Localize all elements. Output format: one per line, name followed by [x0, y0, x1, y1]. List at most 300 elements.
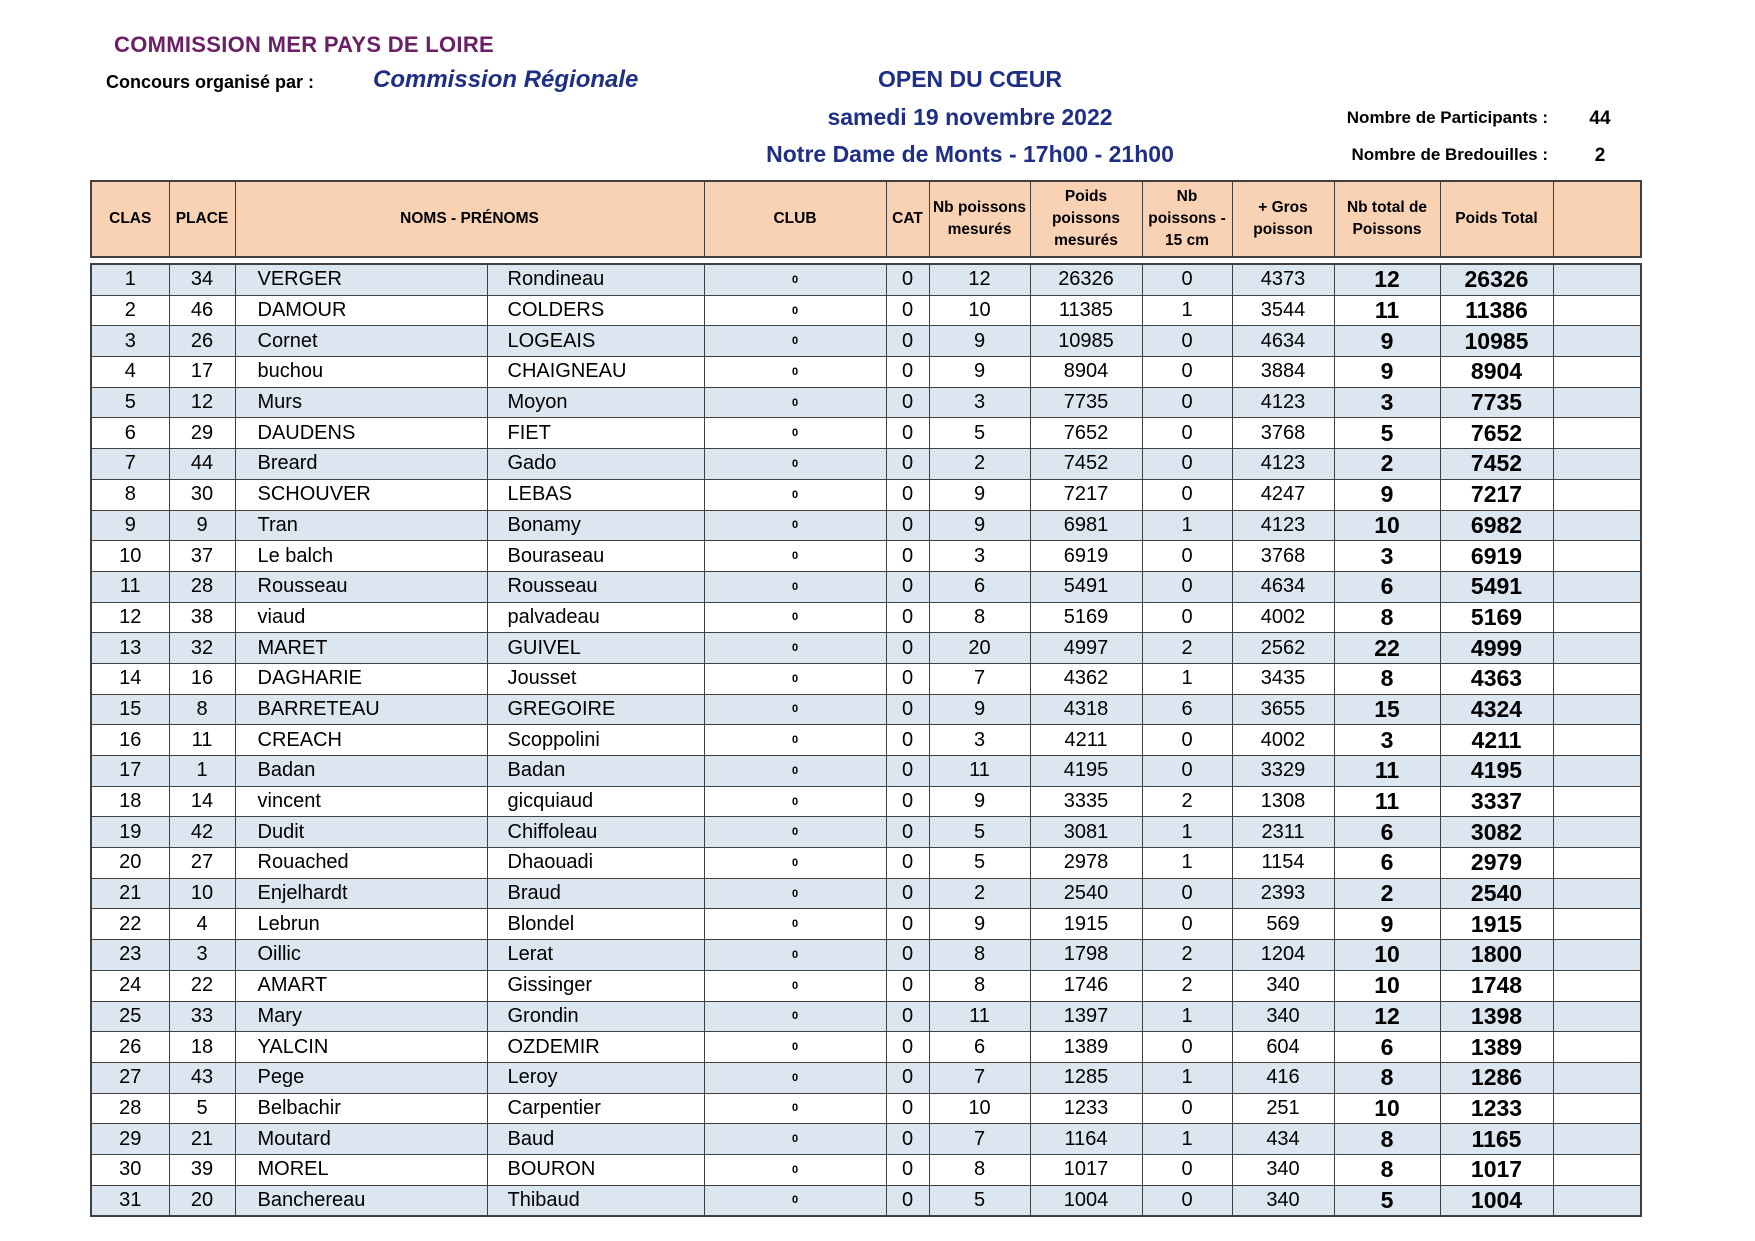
cell-weight-total: 7217: [1440, 479, 1553, 510]
cell-nb-measured: 7: [929, 663, 1030, 694]
cell-weight-total: 1398: [1440, 1001, 1553, 1032]
cell-nom: Pege: [235, 1062, 487, 1093]
table-row: [91, 633, 1641, 664]
cell-cat: 0: [886, 970, 929, 1001]
table-row: [91, 786, 1641, 817]
cell-nb-measured: 6: [929, 1032, 1030, 1063]
cell-cat: 0: [886, 817, 929, 848]
cell-weight-total: 1389: [1440, 1032, 1553, 1063]
cell-cat: 0: [886, 663, 929, 694]
cell-biggest: 1204: [1232, 940, 1334, 971]
col-weight-total: Poids Total: [1440, 181, 1553, 257]
cell-biggest: 340: [1232, 970, 1334, 1001]
cell-clas: 12: [91, 602, 169, 633]
cell-nb-total: 3: [1334, 541, 1440, 572]
cell-nb-measured: 10: [929, 295, 1030, 326]
table-row: [91, 1093, 1641, 1124]
cell-nb-measured: 5: [929, 817, 1030, 848]
cell-nom: VERGER: [235, 264, 487, 295]
cell-club: 0: [704, 1185, 886, 1216]
cell-empty: [1553, 295, 1641, 326]
cell-nb-measured: 3: [929, 541, 1030, 572]
cell-prenom: Moyon: [487, 387, 704, 418]
cell-empty: [1553, 571, 1641, 602]
cell-clas: 21: [91, 878, 169, 909]
cell-place: 4: [169, 909, 235, 940]
cell-nb-measured: 5: [929, 418, 1030, 449]
cell-weight-measured: 3081: [1030, 817, 1142, 848]
cell-nb-measured: 3: [929, 725, 1030, 756]
cell-weight-measured: 1285: [1030, 1062, 1142, 1093]
cell-nb-total: 6: [1334, 817, 1440, 848]
cell-nb-under15: 2: [1142, 970, 1232, 1001]
cell-place: 29: [169, 418, 235, 449]
cell-clas: 15: [91, 694, 169, 725]
cell-nb-under15: 0: [1142, 878, 1232, 909]
cell-empty: [1553, 510, 1641, 541]
cell-nb-measured: 12: [929, 264, 1030, 295]
cell-cat: 0: [886, 1185, 929, 1216]
cell-weight-total: 4324: [1440, 694, 1553, 725]
cell-cat: 0: [886, 418, 929, 449]
cell-nb-total: 8: [1334, 1154, 1440, 1185]
table-row: [91, 817, 1641, 848]
cell-nb-under15: 2: [1142, 633, 1232, 664]
cell-biggest: 4123: [1232, 449, 1334, 480]
cell-weight-total: 1800: [1440, 940, 1553, 971]
cell-nom: Murs: [235, 387, 487, 418]
cell-weight-total: 10985: [1440, 326, 1553, 357]
cell-prenom: Badan: [487, 756, 704, 787]
cell-cat: 0: [886, 878, 929, 909]
cell-nb-total: 9: [1334, 357, 1440, 388]
cell-biggest: 4247: [1232, 479, 1334, 510]
cell-nb-measured: 9: [929, 510, 1030, 541]
cell-biggest: 3768: [1232, 418, 1334, 449]
cell-weight-measured: 2540: [1030, 878, 1142, 909]
cell-nb-under15: 1: [1142, 295, 1232, 326]
cell-club: 0: [704, 1093, 886, 1124]
cell-cat: 0: [886, 848, 929, 879]
cell-clas: 29: [91, 1124, 169, 1155]
cell-weight-measured: 26326: [1030, 264, 1142, 295]
cell-weight-measured: 1389: [1030, 1032, 1142, 1063]
cell-weight-total: 11386: [1440, 295, 1553, 326]
cell-prenom: Rousseau: [487, 571, 704, 602]
cell-weight-total: 2979: [1440, 848, 1553, 879]
cell-biggest: 569: [1232, 909, 1334, 940]
cell-cat: 0: [886, 1124, 929, 1155]
cell-weight-total: 6982: [1440, 510, 1553, 541]
table-row: [91, 878, 1641, 909]
cell-club: 0: [704, 633, 886, 664]
cell-weight-measured: 2978: [1030, 848, 1142, 879]
table-row: [91, 387, 1641, 418]
cell-weight-measured: 7217: [1030, 479, 1142, 510]
cell-nom: Badan: [235, 756, 487, 787]
cell-nb-under15: 1: [1142, 817, 1232, 848]
cell-nom: Cornet: [235, 326, 487, 357]
cell-cat: 0: [886, 1032, 929, 1063]
cell-biggest: 2393: [1232, 878, 1334, 909]
cell-nom: Moutard: [235, 1124, 487, 1155]
cell-place: 44: [169, 449, 235, 480]
cell-nb-measured: 2: [929, 449, 1030, 480]
cell-cat: 0: [886, 264, 929, 295]
cell-biggest: 4373: [1232, 264, 1334, 295]
cell-empty: [1553, 1093, 1641, 1124]
cell-empty: [1553, 326, 1641, 357]
cell-nb-under15: 0: [1142, 326, 1232, 357]
cell-nb-under15: 0: [1142, 387, 1232, 418]
table-row: [91, 357, 1641, 388]
cell-nb-under15: 0: [1142, 541, 1232, 572]
cell-clas: 1: [91, 264, 169, 295]
cell-nom: Rouached: [235, 848, 487, 879]
cell-weight-measured: 7652: [1030, 418, 1142, 449]
cell-weight-measured: 6981: [1030, 510, 1142, 541]
table-row: [91, 663, 1641, 694]
cell-biggest: 1308: [1232, 786, 1334, 817]
cell-empty: [1553, 1154, 1641, 1185]
cell-cat: 0: [886, 633, 929, 664]
cell-weight-measured: 6919: [1030, 541, 1142, 572]
table-row: [91, 1154, 1641, 1185]
cell-prenom: Blondel: [487, 909, 704, 940]
cell-biggest: 4002: [1232, 725, 1334, 756]
cell-prenom: Jousset: [487, 663, 704, 694]
cell-cat: 0: [886, 694, 929, 725]
cell-nom: BARRETEAU: [235, 694, 487, 725]
cell-clas: 22: [91, 909, 169, 940]
cell-empty: [1553, 848, 1641, 879]
cell-empty: [1553, 264, 1641, 295]
cell-empty: [1553, 357, 1641, 388]
cell-nom: SCHOUVER: [235, 479, 487, 510]
cell-nom: CREACH: [235, 725, 487, 756]
cell-biggest: 4634: [1232, 326, 1334, 357]
organizer-value: Commission Régionale: [373, 66, 639, 93]
cell-club: 0: [704, 817, 886, 848]
cell-place: 26: [169, 326, 235, 357]
cell-club: 0: [704, 387, 886, 418]
cell-weight-total: 4999: [1440, 633, 1553, 664]
cell-nb-total: 9: [1334, 479, 1440, 510]
cell-nb-under15: 0: [1142, 1154, 1232, 1185]
cell-empty: [1553, 1001, 1641, 1032]
cell-weight-total: 5491: [1440, 571, 1553, 602]
cell-clas: 11: [91, 571, 169, 602]
cell-prenom: Gado: [487, 449, 704, 480]
cell-club: 0: [704, 602, 886, 633]
cell-place: 1: [169, 756, 235, 787]
col-nb-under15: Nb poissons - 15 cm: [1142, 181, 1232, 257]
cell-nb-under15: 1: [1142, 1062, 1232, 1093]
cell-clas: 14: [91, 663, 169, 694]
cell-place: 3: [169, 940, 235, 971]
cell-prenom: LEBAS: [487, 479, 704, 510]
cell-nb-total: 10: [1334, 510, 1440, 541]
cell-club: 0: [704, 510, 886, 541]
cell-club: 0: [704, 571, 886, 602]
cell-clas: 27: [91, 1062, 169, 1093]
cell-weight-total: 7735: [1440, 387, 1553, 418]
cell-empty: [1553, 940, 1641, 971]
cell-weight-measured: 11385: [1030, 295, 1142, 326]
cell-club: 0: [704, 909, 886, 940]
cell-place: 10: [169, 878, 235, 909]
cell-nb-measured: 6: [929, 571, 1030, 602]
cell-clas: 31: [91, 1185, 169, 1216]
cell-clas: 26: [91, 1032, 169, 1063]
cell-nb-measured: 7: [929, 1124, 1030, 1155]
cell-biggest: 3655: [1232, 694, 1334, 725]
cell-place: 32: [169, 633, 235, 664]
col-empty: [1553, 181, 1641, 257]
table-row: [91, 510, 1641, 541]
cell-clas: 25: [91, 1001, 169, 1032]
cell-empty: [1553, 756, 1641, 787]
cell-nb-total: 11: [1334, 295, 1440, 326]
cell-cat: 0: [886, 1154, 929, 1185]
cell-cat: 0: [886, 541, 929, 572]
cell-empty: [1553, 663, 1641, 694]
bredouilles-value: 2: [1594, 145, 1606, 166]
cell-clas: 9: [91, 510, 169, 541]
bredouilles-label: Nombre de Bredouilles :: [1351, 145, 1548, 164]
cell-weight-measured: 8904: [1030, 357, 1142, 388]
cell-nb-under15: 0: [1142, 479, 1232, 510]
cell-weight-measured: 4997: [1030, 633, 1142, 664]
cell-biggest: 251: [1232, 1093, 1334, 1124]
cell-clas: 17: [91, 756, 169, 787]
cell-nb-measured: 9: [929, 786, 1030, 817]
cell-weight-measured: 1746: [1030, 970, 1142, 1001]
cell-weight-total: 6919: [1440, 541, 1553, 572]
cell-clas: 28: [91, 1093, 169, 1124]
cell-cat: 0: [886, 326, 929, 357]
cell-biggest: 1154: [1232, 848, 1334, 879]
col-club: CLUB: [704, 181, 886, 257]
cell-nb-total: 8: [1334, 1062, 1440, 1093]
cell-nb-under15: 0: [1142, 1185, 1232, 1216]
table-row: [91, 295, 1641, 326]
table-row: [91, 1062, 1641, 1093]
cell-prenom: GUIVEL: [487, 633, 704, 664]
cell-nb-under15: 1: [1142, 848, 1232, 879]
cell-weight-total: 3082: [1440, 817, 1553, 848]
cell-weight-total: 4363: [1440, 663, 1553, 694]
cell-nom: Oillic: [235, 940, 487, 971]
cell-nb-measured: 11: [929, 1001, 1030, 1032]
cell-place: 21: [169, 1124, 235, 1155]
cell-nb-total: 9: [1334, 909, 1440, 940]
table-row: [91, 1032, 1641, 1063]
cell-empty: [1553, 1062, 1641, 1093]
cell-nb-total: 22: [1334, 633, 1440, 664]
cell-nb-total: 5: [1334, 1185, 1440, 1216]
cell-place: 43: [169, 1062, 235, 1093]
col-nb-measured: Nb poissons mesurés: [929, 181, 1030, 257]
col-names: NOMS - PRÉNOMS: [235, 181, 704, 257]
cell-clas: 8: [91, 479, 169, 510]
cell-nb-measured: 9: [929, 694, 1030, 725]
cell-nb-total: 5: [1334, 418, 1440, 449]
cell-cat: 0: [886, 571, 929, 602]
cell-prenom: FIET: [487, 418, 704, 449]
cell-clas: 10: [91, 541, 169, 572]
cell-place: 28: [169, 571, 235, 602]
table-row: [91, 1001, 1641, 1032]
cell-prenom: Lerat: [487, 940, 704, 971]
cell-weight-measured: 4211: [1030, 725, 1142, 756]
cell-prenom: Bonamy: [487, 510, 704, 541]
cell-empty: [1553, 1124, 1641, 1155]
cell-place: 46: [169, 295, 235, 326]
col-clas: CLAS: [91, 181, 169, 257]
cell-nom: YALCIN: [235, 1032, 487, 1063]
table-row: [91, 970, 1641, 1001]
cell-empty: [1553, 725, 1641, 756]
cell-club: 0: [704, 418, 886, 449]
cell-weight-total: 7652: [1440, 418, 1553, 449]
cell-prenom: GREGOIRE: [487, 694, 704, 725]
cell-weight-measured: 1017: [1030, 1154, 1142, 1185]
cell-nb-measured: 2: [929, 878, 1030, 909]
cell-weight-measured: 7452: [1030, 449, 1142, 480]
cell-cat: 0: [886, 786, 929, 817]
cell-cat: 0: [886, 510, 929, 541]
cell-place: 38: [169, 602, 235, 633]
cell-club: 0: [704, 940, 886, 971]
cell-clas: 24: [91, 970, 169, 1001]
results-table: [90, 263, 1642, 1217]
cell-weight-measured: 4318: [1030, 694, 1142, 725]
cell-clas: 18: [91, 786, 169, 817]
cell-cat: 0: [886, 479, 929, 510]
cell-empty: [1553, 878, 1641, 909]
cell-nb-under15: 2: [1142, 940, 1232, 971]
cell-place: 39: [169, 1154, 235, 1185]
cell-nb-measured: 8: [929, 940, 1030, 971]
cell-prenom: COLDERS: [487, 295, 704, 326]
cell-weight-measured: 5491: [1030, 571, 1142, 602]
cell-weight-measured: 1233: [1030, 1093, 1142, 1124]
cell-weight-total: 8904: [1440, 357, 1553, 388]
cell-prenom: gicquiaud: [487, 786, 704, 817]
cell-place: 12: [169, 387, 235, 418]
event-title: OPEN DU CŒUR: [877, 66, 1062, 92]
cell-nb-total: 15: [1334, 694, 1440, 725]
cell-nb-total: 12: [1334, 264, 1440, 295]
cell-nb-total: 11: [1334, 756, 1440, 787]
cell-nom: DAGHARIE: [235, 663, 487, 694]
cell-clas: 13: [91, 633, 169, 664]
cell-clas: 30: [91, 1154, 169, 1185]
cell-nb-under15: 0: [1142, 357, 1232, 388]
cell-nb-under15: 1: [1142, 510, 1232, 541]
cell-nb-under15: 0: [1142, 909, 1232, 940]
cell-nb-under15: 0: [1142, 571, 1232, 602]
cell-prenom: BOURON: [487, 1154, 704, 1185]
cell-nb-under15: 0: [1142, 756, 1232, 787]
table-row: [91, 418, 1641, 449]
event-place: Notre Dame de Monts - 17h00 - 21h00: [766, 141, 1174, 167]
cell-prenom: CHAIGNEAU: [487, 357, 704, 388]
cell-nom: Tran: [235, 510, 487, 541]
table-row: [91, 264, 1641, 295]
event-date: samedi 19 novembre 2022: [827, 104, 1113, 130]
cell-prenom: Bouraseau: [487, 541, 704, 572]
cell-place: 27: [169, 848, 235, 879]
cell-nb-total: 8: [1334, 602, 1440, 633]
cell-nb-measured: 20: [929, 633, 1030, 664]
table-row: [91, 1124, 1641, 1155]
cell-club: 0: [704, 357, 886, 388]
table-row: [91, 479, 1641, 510]
cell-nb-total: 8: [1334, 1124, 1440, 1155]
cell-clas: 16: [91, 725, 169, 756]
cell-place: 16: [169, 663, 235, 694]
cell-prenom: Baud: [487, 1124, 704, 1155]
table-row: [91, 541, 1641, 572]
cell-weight-total: 4195: [1440, 756, 1553, 787]
cell-nom: Banchereau: [235, 1185, 487, 1216]
cell-empty: [1553, 1032, 1641, 1063]
cell-club: 0: [704, 264, 886, 295]
cell-biggest: 340: [1232, 1001, 1334, 1032]
cell-weight-measured: 1164: [1030, 1124, 1142, 1155]
organizer-label: Concours organisé par :: [106, 72, 315, 92]
table-row: [91, 725, 1641, 756]
cell-prenom: Rondineau: [487, 264, 704, 295]
cell-nb-measured: 11: [929, 756, 1030, 787]
cell-nb-total: 6: [1334, 571, 1440, 602]
table-row: [91, 1185, 1641, 1216]
cell-biggest: 3435: [1232, 663, 1334, 694]
cell-nb-measured: 8: [929, 1154, 1030, 1185]
cell-cat: 0: [886, 756, 929, 787]
cell-nom: Belbachir: [235, 1093, 487, 1124]
cell-place: 33: [169, 1001, 235, 1032]
cell-nb-measured: 7: [929, 1062, 1030, 1093]
cell-biggest: 3768: [1232, 541, 1334, 572]
cell-club: 0: [704, 1154, 886, 1185]
cell-cat: 0: [886, 1093, 929, 1124]
table-row: [91, 848, 1641, 879]
cell-place: 37: [169, 541, 235, 572]
cell-clas: 4: [91, 357, 169, 388]
cell-weight-measured: 5169: [1030, 602, 1142, 633]
cell-weight-measured: 1004: [1030, 1185, 1142, 1216]
cell-nb-under15: 6: [1142, 694, 1232, 725]
cell-clas: 7: [91, 449, 169, 480]
cell-nom: AMART: [235, 970, 487, 1001]
cell-club: 0: [704, 970, 886, 1001]
table-row: [91, 571, 1641, 602]
cell-cat: 0: [886, 387, 929, 418]
cell-weight-measured: 1798: [1030, 940, 1142, 971]
cell-club: 0: [704, 295, 886, 326]
cell-clas: 23: [91, 940, 169, 971]
cell-nb-measured: 9: [929, 479, 1030, 510]
cell-nb-total: 10: [1334, 940, 1440, 971]
cell-biggest: 4634: [1232, 571, 1334, 602]
cell-weight-total: 3337: [1440, 786, 1553, 817]
cell-nb-under15: 0: [1142, 602, 1232, 633]
cell-nom: DAMOUR: [235, 295, 487, 326]
cell-prenom: Braud: [487, 878, 704, 909]
